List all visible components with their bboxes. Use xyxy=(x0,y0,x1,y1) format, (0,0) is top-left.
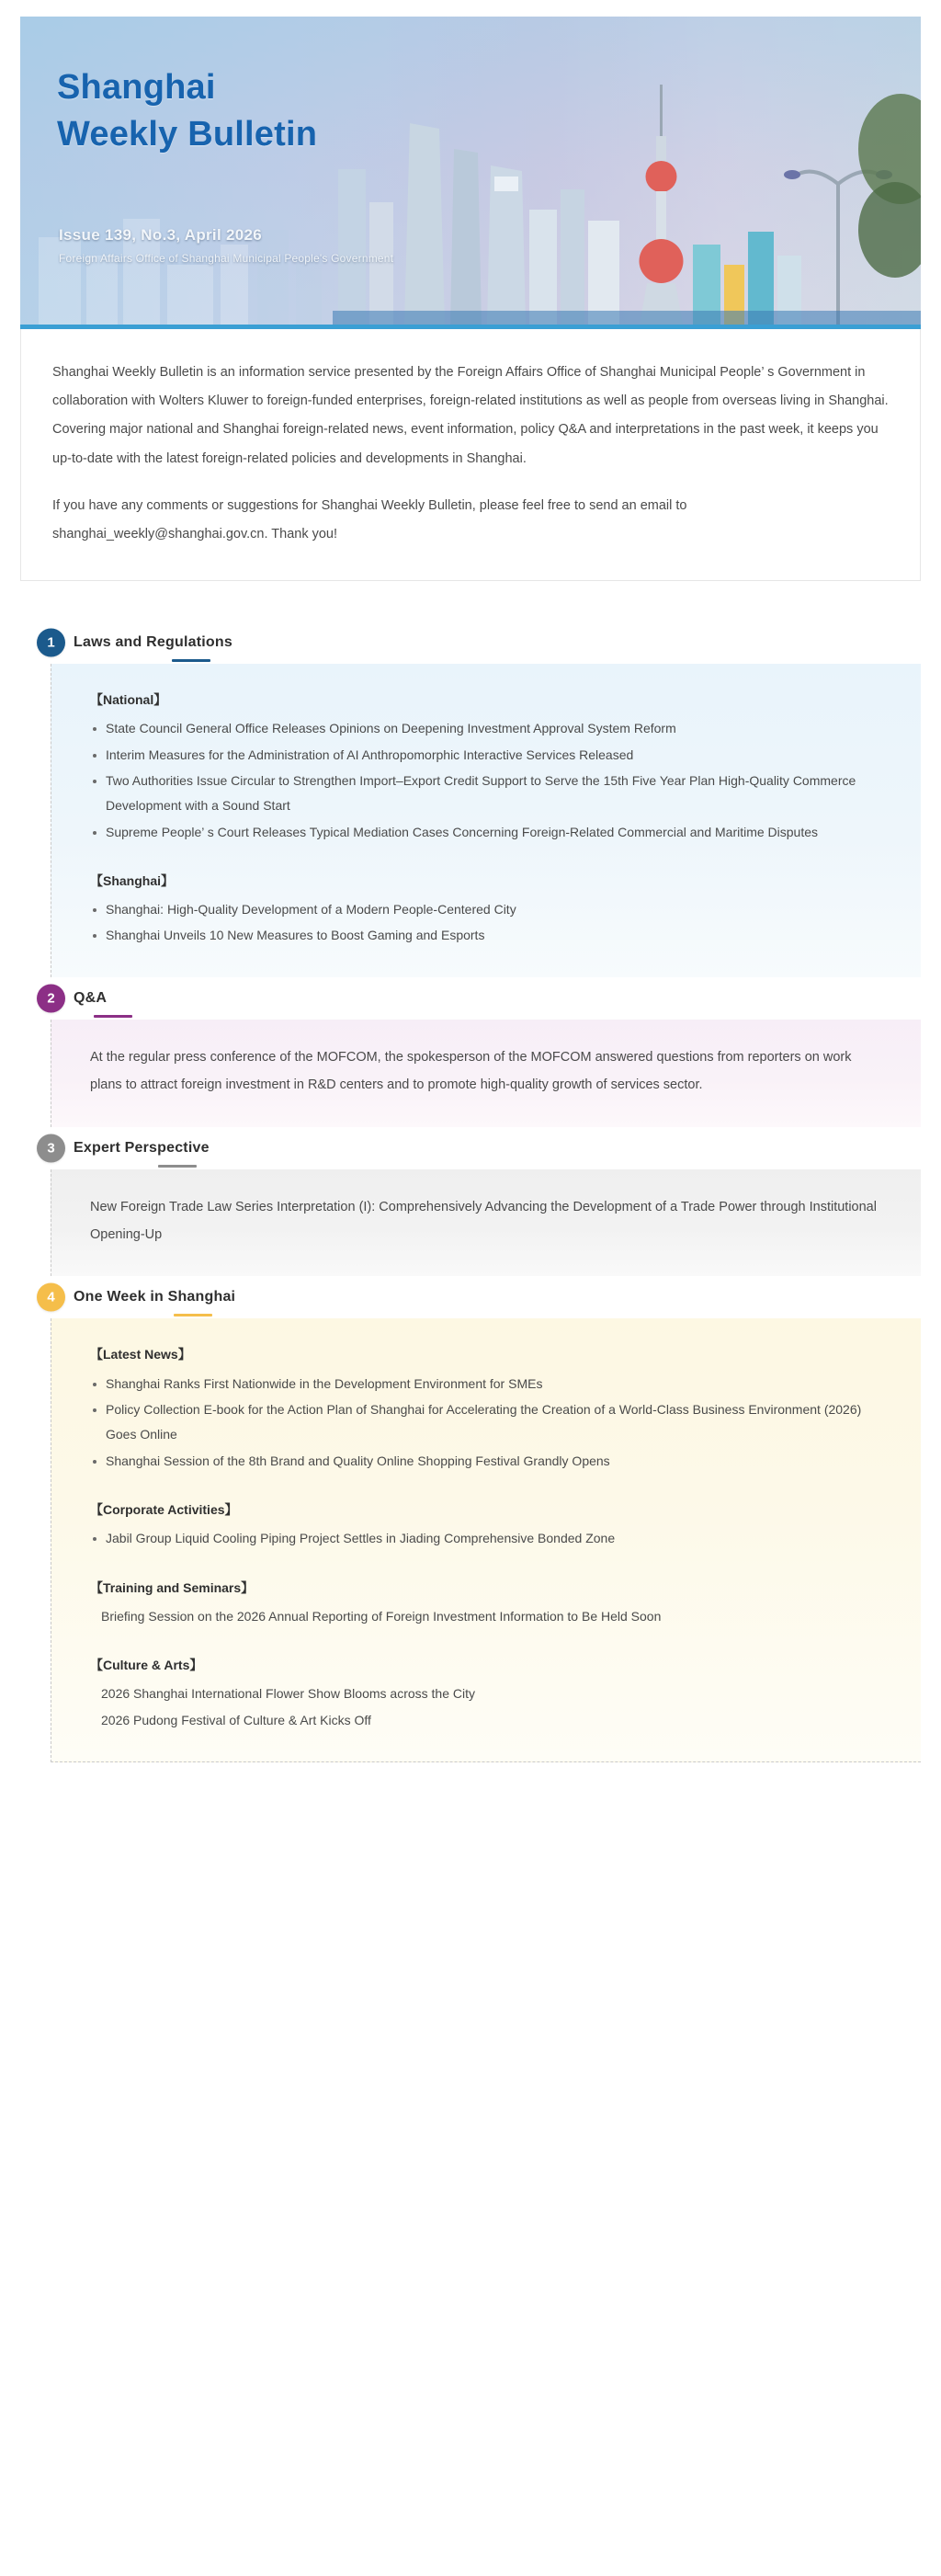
intro-card xyxy=(20,329,921,581)
section-header[interactable] xyxy=(20,1127,921,1169)
section-header[interactable] xyxy=(20,621,921,664)
section-title: Q&A xyxy=(74,990,107,1007)
masthead-issue: Issue 139, No.3, April 2026 xyxy=(59,226,263,244)
list-item[interactable]: Policy Collection E-book for the Action Plan of Shanghai for Accelerating the Creation of a World-Class Business Environment (2026) Goes Online xyxy=(90,1397,884,1448)
masthead-organization: Foreign Affairs Office of Shanghai Municipal People's Government xyxy=(59,252,394,265)
section-group xyxy=(90,869,884,949)
section-number-badge: 4 xyxy=(37,1283,65,1312)
section-title-underline xyxy=(172,659,210,662)
list-item[interactable]: Two Authorities Issue Circular to Strengthen Import–Export Credit Support to Serve the 15th Five Year Plan High-Quality Commerce Development with a Sound Start xyxy=(90,769,884,819)
group-items xyxy=(90,1526,884,1551)
section-body xyxy=(51,1169,921,1277)
section-number-badge: 3 xyxy=(37,1134,65,1162)
group-items xyxy=(90,1604,884,1629)
section-paragraph: New Foreign Trade Law Series Interpretation (I): Comprehensively Advancing the Development of a Trade Power through Institutional Opening-Up xyxy=(90,1199,877,1243)
section-body xyxy=(51,1020,921,1127)
group-label: 【Latest News】 xyxy=(90,1347,191,1362)
group-label: 【Shanghai】 xyxy=(90,872,175,888)
group-label: 【Corporate Activities】 xyxy=(90,1501,238,1517)
section-number-badge: 1 xyxy=(37,629,65,657)
newsletter-page xyxy=(0,17,941,1784)
group-items xyxy=(90,716,884,844)
group-label: 【Culture & Arts】 xyxy=(90,1658,203,1673)
section-title-underline xyxy=(94,1015,132,1018)
masthead-divider xyxy=(20,325,921,329)
group-label: 【National】 xyxy=(90,692,167,708)
list-item[interactable]: Briefing Session on the 2026 Annual Reporting of Foreign Investment Information to Be Held Soon xyxy=(101,1608,662,1624)
list-item[interactable]: Shanghai Ranks First Nationwide in the Development Environment for SMEs xyxy=(90,1372,884,1396)
section-title-underline xyxy=(174,1314,212,1316)
list-item[interactable]: Shanghai: High-Quality Development of a Modern People-Centered City xyxy=(90,897,884,922)
masthead-title-line1: Shanghai xyxy=(57,68,216,107)
section-group xyxy=(90,1576,884,1630)
section xyxy=(20,1276,921,1762)
list-item[interactable]: 2026 Pudong Festival of Culture & Art Kicks Off xyxy=(101,1712,371,1727)
masthead-title xyxy=(57,64,317,157)
intro-paragraph-1: Shanghai Weekly Bulletin is an information service presented by the Foreign Affairs Office of Shanghai Municipal People’ s Government in collaboration with Wolters Kluwer to foreign-funded enterprises, foreign-related institutions as well as people from overseas living in Shanghai. Covering major national and Shanghai foreign-related news, event information, policy Q&A and interpretations in the past week, it keeps you up-to-date with the latest foreign-related policies and developments in Shanghai. xyxy=(52,365,889,466)
section-group xyxy=(90,1342,884,1473)
section-title: Expert Perspective xyxy=(74,1140,210,1157)
list-item[interactable]: Jabil Group Liquid Cooling Piping Project Settles in Jiading Comprehensive Bonded Zone xyxy=(90,1526,884,1551)
section-header[interactable] xyxy=(20,1276,921,1318)
list-item[interactable]: 2026 Shanghai International Flower Show Blooms across the City xyxy=(101,1686,475,1702)
list-item[interactable]: Supreme People’ s Court Releases Typical Mediation Cases Concerning Foreign-Related Commercial and Maritime Disputes xyxy=(90,820,884,845)
section-body xyxy=(51,664,921,977)
masthead-banner xyxy=(20,17,921,329)
intro-paragraph-2: If you have any comments or suggestions for Shanghai Weekly Bulletin, please feel free to send an email to shanghai_weekly@shanghai.gov.cn. Thank you! xyxy=(52,497,687,541)
list-item[interactable]: Shanghai Session of the 8th Brand and Quality Online Shopping Festival Grandly Opens xyxy=(90,1449,884,1474)
section xyxy=(20,977,921,1127)
list-item[interactable]: Shanghai Unveils 10 New Measures to Boost Gaming and Esports xyxy=(90,923,884,948)
group-items xyxy=(90,1681,884,1733)
list-item[interactable]: State Council General Office Releases Opinions on Deepening Investment Approval System Reform xyxy=(90,716,884,741)
group-label: 【Training and Seminars】 xyxy=(90,1579,255,1595)
section xyxy=(20,621,921,977)
section-header[interactable] xyxy=(20,977,921,1020)
section-paragraph: At the regular press conference of the MOFCOM, the spokesperson of the MOFCOM answered questions from reporters on work plans to attract foreign investment in R&D centers and to promote high-quality growth of services sector. xyxy=(90,1049,852,1093)
sections-list xyxy=(20,621,921,1762)
section-title: Laws and Regulations xyxy=(74,634,232,651)
pudong-skyline-icon xyxy=(333,81,921,325)
section-title: One Week in Shanghai xyxy=(74,1289,235,1305)
list-item[interactable]: Interim Measures for the Administration of AI Anthropomorphic Interactive Services Released xyxy=(90,743,884,768)
section-group xyxy=(90,1498,884,1552)
section-number-badge: 2 xyxy=(37,984,65,1012)
masthead-title-line2: Weekly Bulletin xyxy=(57,114,318,154)
section-title-underline xyxy=(158,1165,197,1168)
section-group xyxy=(90,688,884,845)
group-items xyxy=(90,897,884,949)
section-body xyxy=(51,1318,921,1762)
masthead-image xyxy=(20,17,921,325)
section xyxy=(20,1127,921,1277)
section-group xyxy=(90,1653,884,1733)
group-items xyxy=(90,1372,884,1474)
